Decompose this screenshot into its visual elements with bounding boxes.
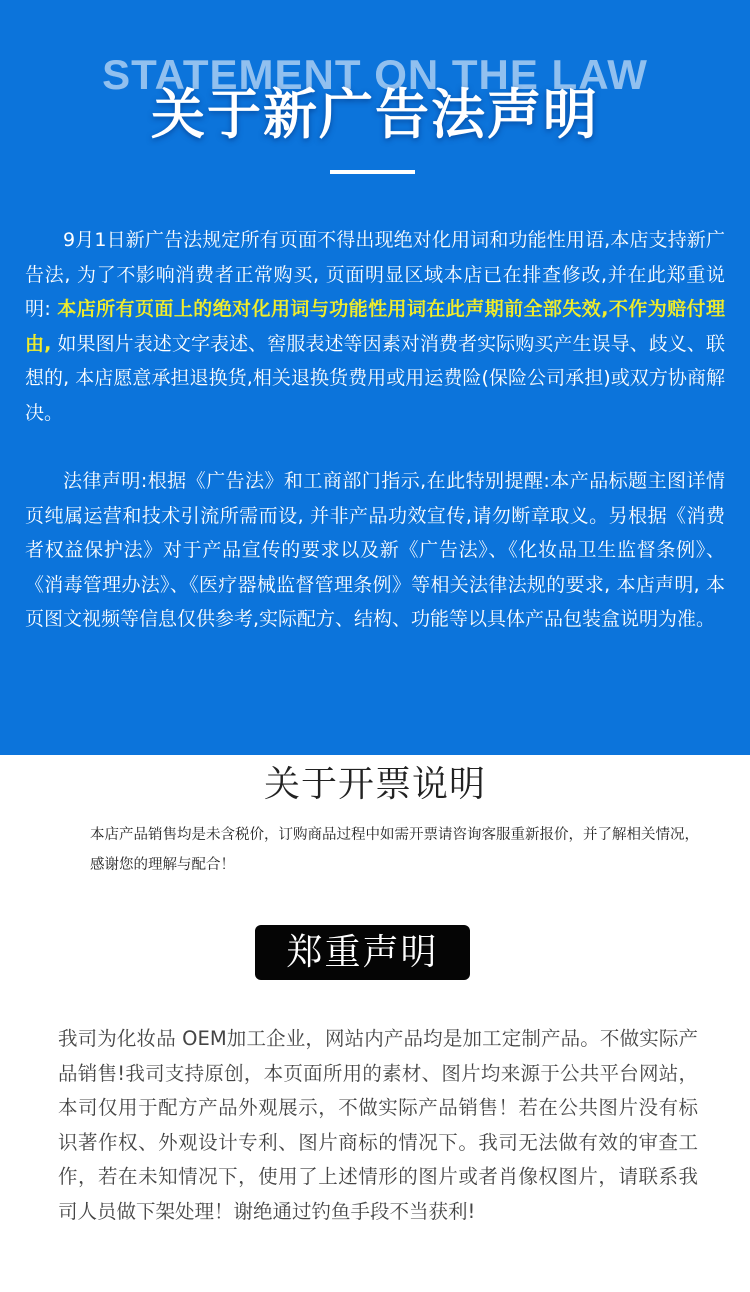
notice-text: 我司为化妆品 OEM加工企业，网站内产品均是加工定制产品。不做实际产品销售!我司支持原创，本页面所用的素材、图片均来源于公共平台网站，本司仅用于配方产品外观展示，不做实际产品销售！若在公共图片没有标识著作权、外观设计专利、图片商标的情况下。我司无法做有效的审查工作，若在未知情况下，使用了上述情形的图片或者肖像权图片，请联系我司人员做下架处理！谢绝通过钓鱼手段不当获利! <box>58 1027 698 1223</box>
page-title: 关于新广告法声明 <box>151 83 599 146</box>
law-highlight-text: 本店所有页面上的绝对化用词与功能性用词在此声期前全部失效,不作为赔付理由, <box>25 298 725 355</box>
law-paragraph-2: 法律声明:根据《广告法》和工商部门指示,在此特别提醒:本产品标题主图详情页纯属运营和技术引流所需而设, 并非产品功效宣传,请勿断章取义。另根据《消费者权益保护法》对于产品宣传的要求以及新《广告法》、《化妆品卫生监督条例》、《消毒管理办法》、《医疗器械监督管理条例》等相关法律法规的要求, 本店声明, 本页图文视频等信息仅供参考,实际配方、结构、功能等以具体产品包装盒说明为准。 <box>25 470 725 630</box>
invoice-text: 本店产品销售均是未含税价，订购商品过程中如需开票请咨询客服重新报价，并了解相关情况，感谢您的理解与配合！ <box>90 827 699 873</box>
ghost-english-title: STATEMENT ON THE LAW <box>102 51 648 98</box>
title-underline <box>330 170 415 174</box>
law-statement-text <box>25 223 725 637</box>
law-paragraph-1-start: 9月1日新广告法规定所有页面不得出现绝对化用词和功能性用语,本店支持新广告法, 为了不影响消费者正常购买, 页面明显区域本店已在排查修改,并在此郑重说明: <box>25 229 725 320</box>
invoice-section-title: 关于开票说明 <box>263 764 486 805</box>
law-paragraph-1-end: 如果图片表述文字表述、窖服表述等因素对消费者实际购买产生误导、歧义、联想的, 本店愿意承担退换货,相关退换货费用或用运费险(保险公司承担)或双方协商解决。 <box>25 332 725 424</box>
notice-badge: 郑重声明 <box>255 925 470 980</box>
law-paragraph-1 <box>25 223 725 430</box>
